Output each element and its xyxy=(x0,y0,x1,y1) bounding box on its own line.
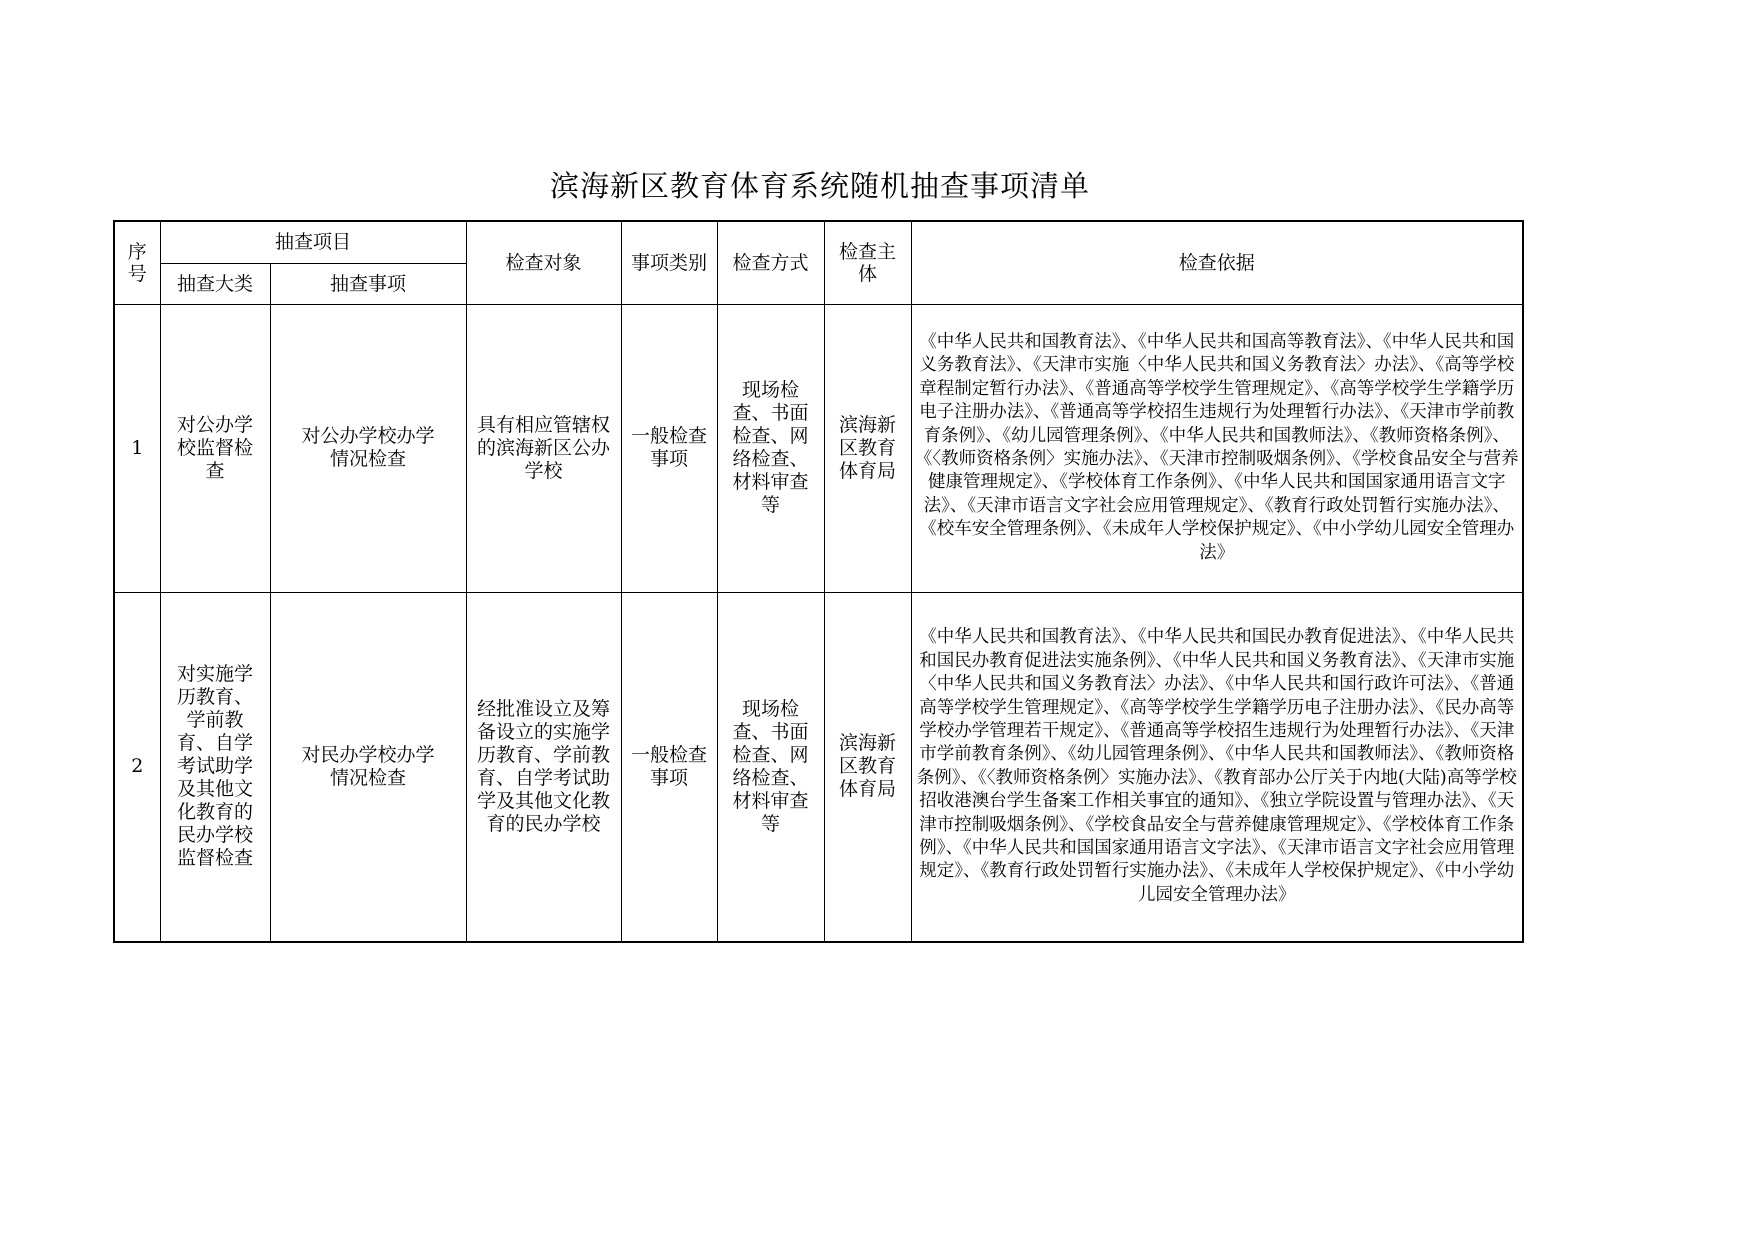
inspection-table xyxy=(113,220,1524,943)
header-basis: 检查依据 xyxy=(911,221,1523,304)
header-row-1 xyxy=(114,221,1523,263)
row-seq: 2 xyxy=(114,592,160,942)
row-basis: 《中华人民共和国教育法》、《中华人民共和国民办教育促进法》、《中华人民共和国民办教育促进法实施条例》、《中华人民共和国义务教育法》、《天津市实施〈中华人民共和国义务教育法〉办法》、《中华人民共和国行政许可法》、《普通高等学校学生管理规定》、《高等学校学生学籍学历电子注册办法》、《民办高等学校办学管理若干规定》、《普通高等学校招生违规行为处理暂行办法》、《天津市学前教育条例》、《幼儿园管理条例》、《中华人民共和国教师法》、《教师资格条例》、《〈教师资格条例〉实施办法》、《教育部办公厅关于内地(大陆)高等学校招收港澳台学生备案工作相关事宜的通知》、《独立学院设置与管理办法》、《天津市控制吸烟条例》、《学校食品安全与营养健康管理规定》、《学校体育工作条例》、《中华人民共和国国家通用语言文字法》、《天津市语言文字社会应用管理规定》、《教育行政处罚暂行实施办法》、《未成年人学校保护规定》、《中小学幼儿园安全管理办法》 xyxy=(911,592,1523,942)
header-seq: 序号 xyxy=(114,221,160,304)
row-type: 一般检查事项 xyxy=(621,304,717,592)
row-target: 经批准设立及筹备设立的实施学历教育、学前教育、自学考试助学及其他文化教育的民办学校 xyxy=(466,592,621,942)
row-subject: 滨海新区教育体育局 xyxy=(824,304,911,592)
page-title: 滨海新区教育体育系统随机抽查事项清单 xyxy=(549,169,1090,203)
table-row xyxy=(114,304,1523,592)
row-basis: 《中华人民共和国教育法》、《中华人民共和国高等教育法》、《中华人民共和国义务教育法》、《天津市实施〈中华人民共和国义务教育法〉办法》、《高等学校章程制定暂行办法》、《普通高等学校学生管理规定》、《高等学校学生学籍学历电子注册办法》、《普通高等学校招生违规行为处理暂行办法》、《天津市学前教育条例》、《幼儿园管理条例》、《中华人民共和国教师法》、《教师资格条例》、《〈教师资格条例〉实施办法》、《天津市控制吸烟条例》、《学校食品安全与营养健康管理规定》、《学校体育工作条例》、《中华人民共和国国家通用语言文字法》、《天津市语言文字社会应用管理规定》、《教育行政处罚暂行实施办法》、《校车安全管理条例》、《未成年人学校保护规定》、《中小学幼儿园安全管理办法》 xyxy=(911,304,1523,592)
row-category: 对公办学校监督检查 xyxy=(160,304,270,592)
row-type: 一般检查事项 xyxy=(621,592,717,942)
row-seq: 1 xyxy=(114,304,160,592)
header-project-group: 抽查项目 xyxy=(160,221,466,263)
row-category: 对实施学历教育、学前教育、自学考试助学及其他文化教育的民办学校监督检查 xyxy=(160,592,270,942)
table-row xyxy=(114,592,1523,942)
header-type: 事项类别 xyxy=(621,221,717,304)
header-subject: 检查主体 xyxy=(824,221,911,304)
row-method: 现场检查、书面检查、网络检查、材料审查等 xyxy=(717,304,824,592)
header-item: 抽查事项 xyxy=(270,263,466,304)
row-method: 现场检查、书面检查、网络检查、材料审查等 xyxy=(717,592,824,942)
header-category: 抽查大类 xyxy=(160,263,270,304)
row-item: 对公办学校办学情况检查 xyxy=(270,304,466,592)
header-method: 检查方式 xyxy=(717,221,824,304)
row-subject: 滨海新区教育体育局 xyxy=(824,592,911,942)
row-target: 具有相应管辖权的滨海新区公办学校 xyxy=(466,304,621,592)
row-item: 对民办学校办学情况检查 xyxy=(270,592,466,942)
header-target: 检查对象 xyxy=(466,221,621,304)
